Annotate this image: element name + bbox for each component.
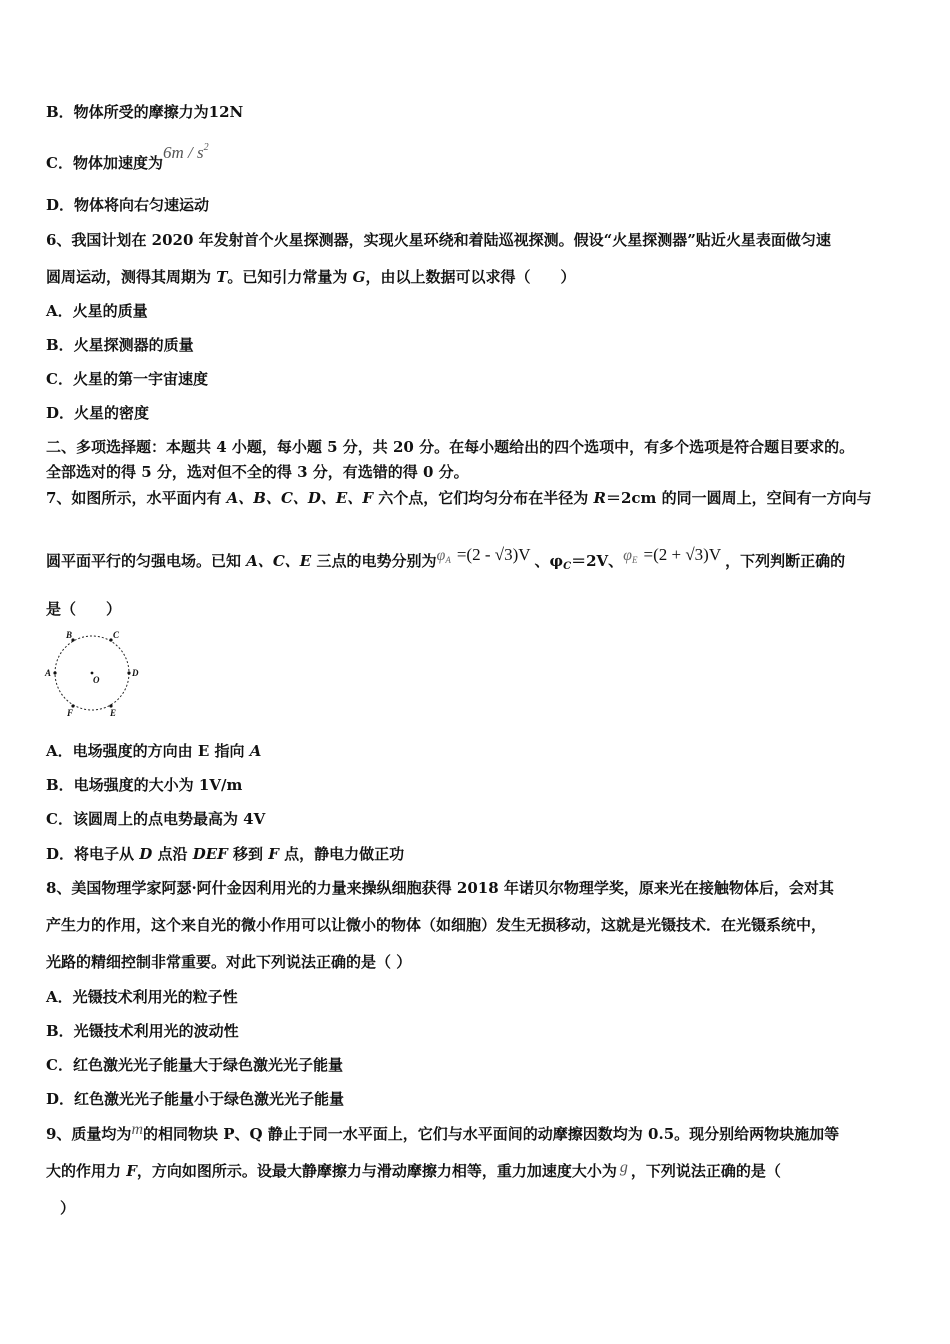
label-e: E bbox=[110, 708, 117, 718]
q9-stem-line2: 大的作用力 F，方向如图所示。设最大静摩擦力与滑动摩擦力相等，重力加速度大小为 g ，下列说法正确的是（ bbox=[46, 1159, 781, 1180]
q6-option-c: C．火星的第一宇宙速度 bbox=[46, 370, 208, 388]
section2-heading-line1: 二、多项选择题：本题共 4 小题，每小题 5 分，共 20 分。在每小题给出的四个选项中，有多个选项是符合题目要求的。 bbox=[46, 438, 855, 456]
point-a-dot bbox=[53, 671, 56, 674]
q5-option-c-text: C．物体加速度为 bbox=[46, 154, 163, 172]
label-f: F bbox=[67, 708, 74, 718]
q6-stem-line1: 6、我国计划在 2020 年发射首个火星探测器，实现火星环绕和着陆巡视探测。假设“火星探测器”贴近火星表面做匀速 bbox=[46, 231, 831, 249]
q7-circle-figure bbox=[40, 626, 150, 722]
q7-stem-line1: 7、如图所示，水平面内有 A、B、C、D、E、F 六个点，它们均匀分布在半径为 R＝2cm 的同一圆周上，空间有一方向与 bbox=[46, 489, 872, 507]
label-d: D bbox=[132, 668, 139, 678]
point-o-dot bbox=[91, 672, 94, 675]
point-d-dot bbox=[127, 671, 130, 674]
q5-option-c-formula: $6m / s^2$ bbox=[162, 142, 209, 162]
q7-phi-e-formula: $\varphi_E =(2 + √3)V$ bbox=[623, 545, 722, 565]
q8-stem-line3: 光路的精细控制非常重要。对此下列说法正确的是（ ） bbox=[46, 953, 412, 971]
q7-stem-line3: 是（ ） bbox=[46, 600, 122, 618]
label-c: C bbox=[113, 630, 120, 640]
q8-option-b: B．光镊技术利用光的波动性 bbox=[46, 1022, 239, 1040]
label-a: A bbox=[45, 668, 52, 678]
q9-stem-line1: 9、质量均为m的相同物块 P、Q 静止于同一水平面上，它们与水平面间的动摩擦因数均为 0.5。现分别给两物块施加等 bbox=[46, 1121, 840, 1143]
q6-option-b: B．火星探测器的质量 bbox=[46, 336, 194, 354]
q7-option-b: B．电场强度的大小为 1V/m bbox=[46, 776, 243, 794]
q7-phi-a-formula: $\varphi_A =(2 - √3)V$ bbox=[436, 545, 531, 565]
q6-option-a: A．火星的质量 bbox=[46, 302, 148, 320]
q5-option-c bbox=[46, 142, 209, 173]
q6-stem-line2: 圆周运动，测得其周期为 T。已知引力常量为 G，由以上数据可以求得（ ） bbox=[46, 268, 576, 286]
q8-option-c: C．红色激光光子能量大于绿色激光光子能量 bbox=[46, 1056, 343, 1074]
q8-option-d: D．红色激光光子能量小于绿色激光光子能量 bbox=[46, 1090, 345, 1108]
label-o: O bbox=[93, 675, 100, 685]
q6-option-d: D．火星的密度 bbox=[46, 404, 150, 422]
label-b: B bbox=[66, 630, 73, 640]
q7-stem-line2: 圆平面平行的匀强电场。已知 A、C、E 三点的电势分别为$\varphi_A =(2 - √3)V$ 、$\varphi_C=2V$、$\varphi_E =(2 + √3)V$ ，下列判断正确的 bbox=[46, 545, 846, 572]
section2-heading-line2: 全部选对的得 5 分，选对但不全的得 3 分，有选错的得 0 分。 bbox=[46, 463, 469, 481]
q7-option-a: A．电场强度的方向由 E 指向 A bbox=[46, 742, 262, 760]
q9-stem-line3: ） bbox=[60, 1199, 76, 1217]
q8-stem-line2: 产生力的作用，这个来自光的微小作用可以让微小的物体（如细胞）发生无损移动，这就是光镊技术．在光镊系统中， bbox=[46, 916, 827, 934]
q7-option-c: C．该圆周上的点电势最高为 4V bbox=[46, 810, 266, 828]
q8-option-a: A．光镊技术利用光的粒子性 bbox=[46, 988, 238, 1006]
q7-option-d: D．将电子从 D 点沿 DEF 移到 F 点，静电力做正功 bbox=[46, 845, 405, 863]
q5-option-d: D．物体将向右匀速运动 bbox=[46, 196, 210, 214]
q8-stem-line1: 8、美国物理学家阿瑟·阿什金因利用光的力量来操纵细胞获得 2018 年诺贝尔物理学奖，原来光在接触物体后，会对其 bbox=[46, 879, 834, 897]
q5-option-b: B．物体所受的摩擦力为12N bbox=[46, 103, 244, 121]
